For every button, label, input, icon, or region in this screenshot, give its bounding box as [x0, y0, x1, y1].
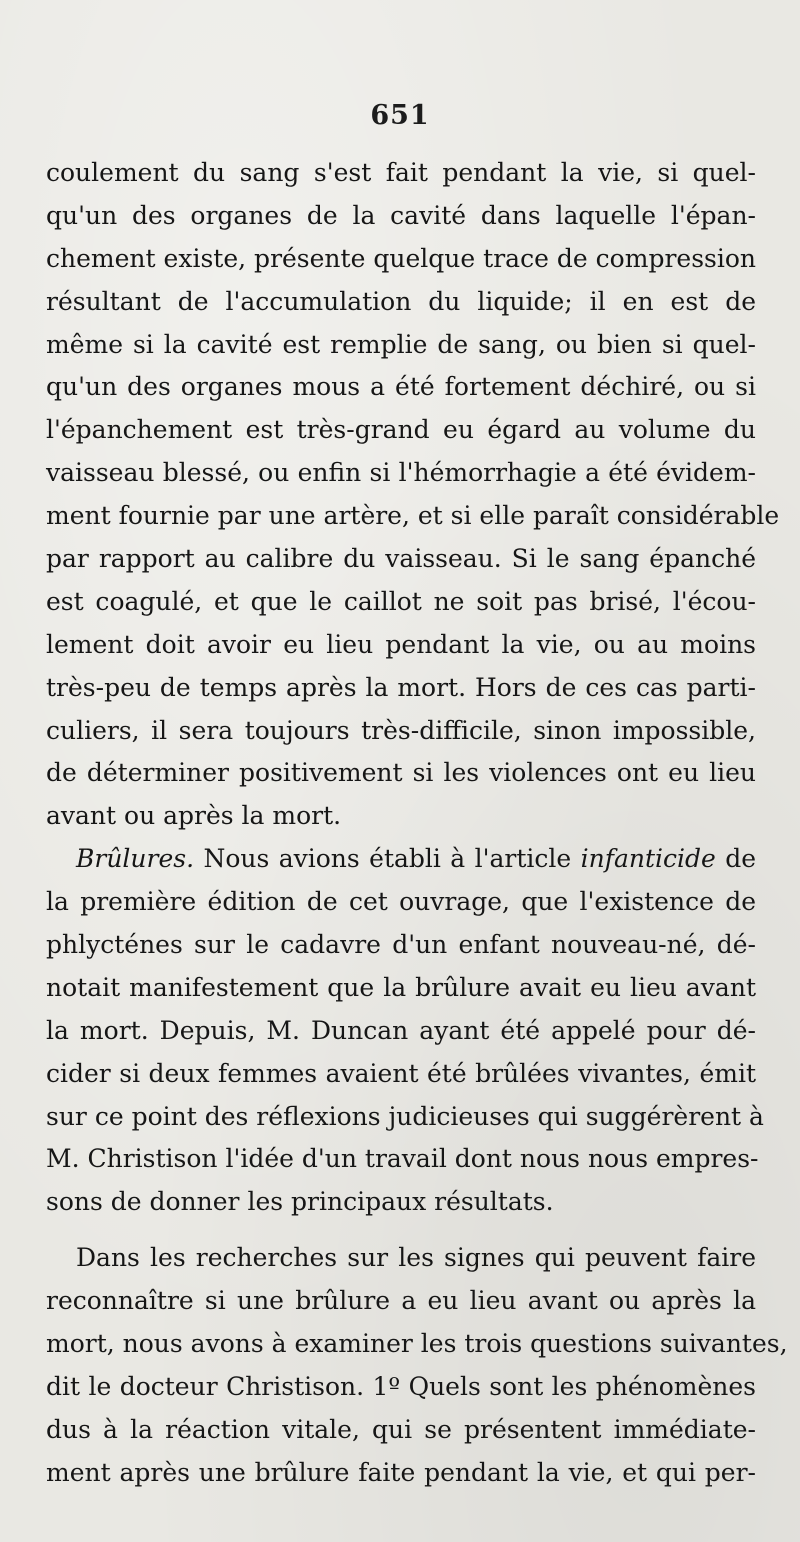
text-line: dus à la réaction vitale, qui se présentent immédiate-	[46, 1414, 756, 1444]
text-line: l'épanchement est très-grand eu égard au volume du	[46, 415, 756, 445]
text-line: résultant de l'accumulation du liquide; il en est de	[46, 286, 756, 316]
paragraph-1	[46, 152, 780, 838]
text-line: Dans les recherches sur les signes qui peuvent faire	[76, 1243, 756, 1273]
text-line: par rapport au calibre du vaisseau. Si le sang épanché	[46, 544, 756, 574]
body-text	[46, 152, 788, 1495]
text-line: sur ce point des réflexions judicieuses qui suggérèrent à	[46, 1101, 764, 1131]
text-line: coulement du sang s'est fait pendant la vie, si quel-	[46, 158, 756, 187]
text-line: lement doit avoir eu lieu pendant la vie, ou au moins	[46, 629, 756, 659]
text-line: phlycténes sur le cadavre d'un enfant nouveau-né, dé-	[46, 930, 756, 960]
text-line: notait manifestement que la brûlure avait eu lieu avant	[46, 972, 756, 1002]
text-run: Nous avions établi à l'article	[194, 844, 581, 874]
text-run: de	[715, 844, 757, 874]
text-line: ment fournie par une artère, et si elle paraît considérable	[46, 501, 780, 531]
italic-term: infanticide	[580, 844, 716, 874]
text-line: la première édition de cet ouvrage, que l'existence de	[46, 887, 756, 917]
text-line: reconnaître si une brûlure a eu lieu avant ou après la	[46, 1286, 756, 1316]
paragraph-2	[46, 838, 764, 1224]
text-line: même si la cavité est remplie de sang, ou bien si quel-	[46, 329, 756, 359]
text-line: cider si deux femmes avaient été brûlées vivantes, émit	[46, 1058, 756, 1088]
text-line: avant ou après la mort.	[46, 801, 342, 831]
text-line: qu'un des organes de la cavité dans laquelle l'épan-	[46, 200, 756, 230]
section-heading: Brûlures.	[76, 844, 195, 874]
text-line: culiers, il sera toujours très-difficile, sinon impossible,	[46, 715, 756, 745]
text-line: la mort. Depuis, M. Duncan ayant été appelé pour dé-	[46, 1015, 756, 1045]
text-line: chement existe, présente quelque trace de compression	[46, 243, 756, 273]
text-line: qu'un des organes mous a été fortement déchiré, ou si	[46, 372, 756, 402]
page-number: 651	[370, 100, 430, 131]
text-line: mort, nous avons à examiner les trois questions suivantes,	[46, 1329, 788, 1359]
text-line: M. Christison l'idée d'un travail dont nous nous empres-	[46, 1144, 759, 1174]
text-line: est coagulé, et que le caillot ne soit pas brisé, l'écou-	[46, 586, 756, 616]
text-line: vaisseau blessé, ou enfin si l'hémorrhagie a été évidem-	[46, 458, 756, 488]
text-line: sons de donner les principaux résultats.	[46, 1187, 554, 1217]
paragraph-3	[46, 1237, 788, 1494]
text-line	[46, 838, 756, 881]
text-line: très-peu de temps après la mort. Hors de ces cas parti-	[46, 672, 756, 702]
text-line: dit le docteur Christison. 1º Quels sont les phénomènes	[46, 1371, 756, 1401]
text-line: de déterminer positivement si les violences ont eu lieu	[46, 758, 756, 788]
text-line: ment après une brûlure faite pendant la vie, et qui per-	[46, 1457, 756, 1487]
